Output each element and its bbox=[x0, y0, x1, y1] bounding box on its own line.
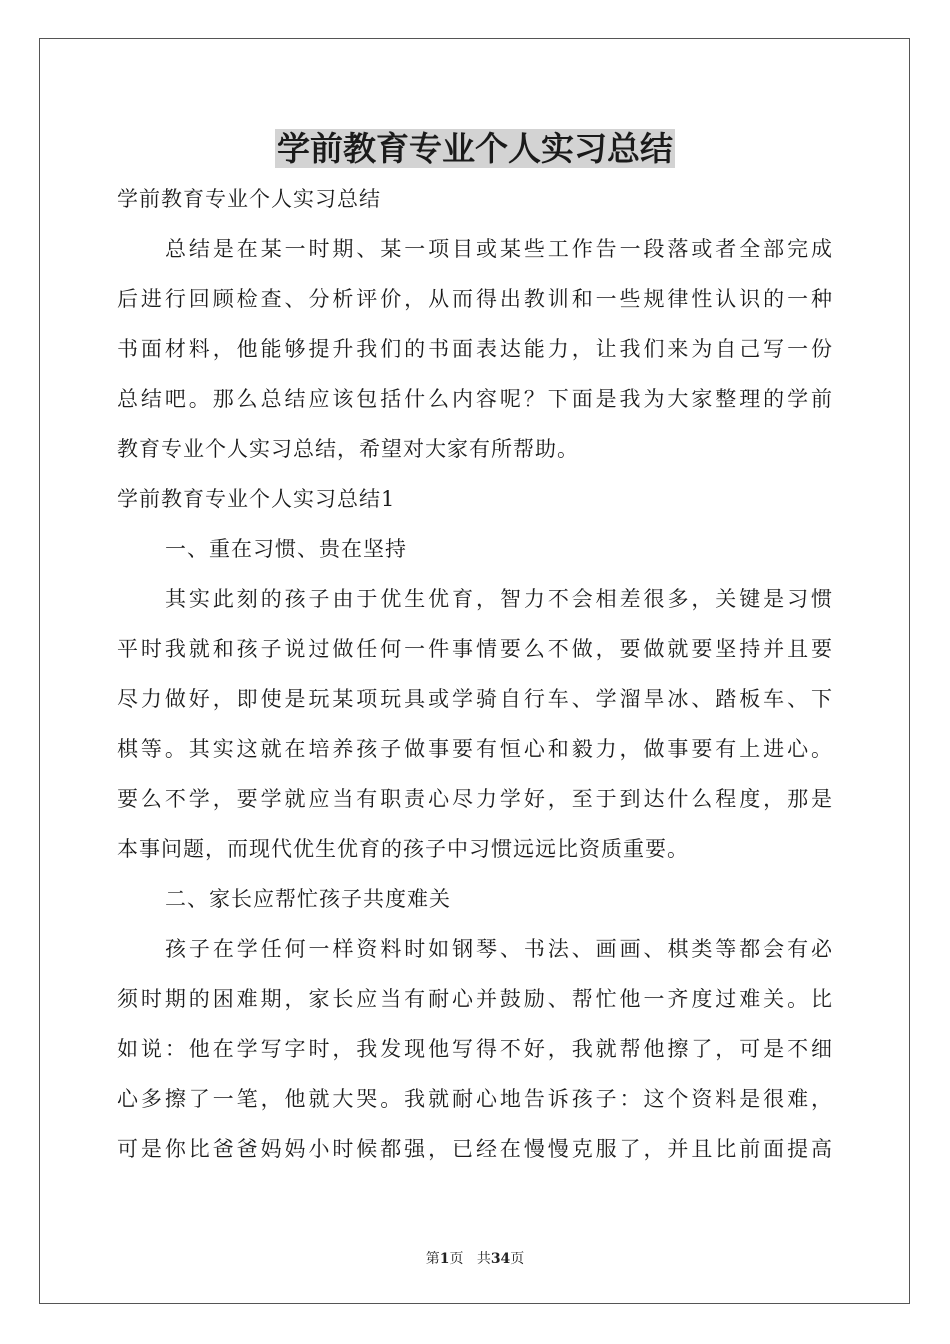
subsection-heading: 二、家长应帮忙孩子共度难关 bbox=[165, 887, 451, 911]
paragraph-line: 书面材料，他能够提升我们的书面表达能力，让我们来为自己写一份 bbox=[117, 337, 833, 361]
document-title-text: 学前教育专业个人实习总结 bbox=[277, 129, 673, 168]
page-label-prefix: 第 bbox=[425, 1251, 440, 1267]
paragraph-line: 本事问题，而现代优生优育的孩子中习惯远远比资质重要。 bbox=[117, 837, 689, 861]
subsection-heading: 一、重在习惯、贵在坚持 bbox=[165, 537, 407, 561]
paragraph-line: 孩子在学任何一样资料时如钢琴、书法、画画、棋类等都会有必 bbox=[165, 937, 833, 961]
paragraph-line: 心多擦了一笔，他就大哭。我就耐心地告诉孩子：这个资料是很难， bbox=[117, 1087, 833, 1111]
paragraph-line: 如说：他在学写字时，我发现他写得不好，我就帮他擦了，可是不细 bbox=[117, 1037, 833, 1061]
paragraph-line: 可是你比爸爸妈妈小时候都强，已经在慢慢克服了，并且比前面提高 bbox=[117, 1137, 833, 1161]
paragraph-line: 后进行回顾检查、分析评价，从而得出教训和一些规律性认识的一种 bbox=[117, 287, 833, 311]
total-pages: 34 bbox=[490, 1251, 511, 1267]
paragraph-line: 棋等。其实这就在培养孩子做事要有恒心和毅力，做事要有上进心。 bbox=[117, 737, 833, 761]
paragraph-line: 平时我就和孩子说过做任何一件事情要么不做，要做就要坚持并且要 bbox=[117, 637, 833, 661]
total-prefix: 共 bbox=[476, 1251, 491, 1267]
total-suffix: 页 bbox=[510, 1251, 525, 1267]
section-heading: 学前教育专业个人实习总结1 bbox=[117, 487, 396, 511]
page-label-suffix: 页 bbox=[449, 1251, 464, 1267]
subtitle-line: 学前教育专业个人实习总结 bbox=[117, 187, 381, 211]
paragraph-line: 须时期的困难期，家长应当有耐心并鼓励、帮忙他一齐度过难关。比 bbox=[117, 987, 833, 1011]
document-body bbox=[117, 174, 833, 1174]
page-footer bbox=[0, 1248, 950, 1268]
paragraph-line: 尽力做好，即使是玩某项玩具或学骑自行车、学溜旱冰、踏板车、下 bbox=[117, 687, 833, 711]
paragraph-line: 总结是在某一时期、某一项目或某些工作告一段落或者全部完成 bbox=[165, 237, 833, 261]
document-title bbox=[0, 127, 950, 171]
paragraph-line: 总结吧。那么总结应该包括什么内容呢？下面是我为大家整理的学前 bbox=[117, 387, 833, 411]
page-number: 1 bbox=[439, 1251, 450, 1267]
paragraph-line: 要么不学，要学就应当有职责心尽力学好，至于到达什么程度，那是 bbox=[117, 787, 833, 811]
paragraph-line: 教育专业个人实习总结，希望对大家有所帮助。 bbox=[117, 437, 579, 461]
paragraph-line: 其实此刻的孩子由于优生优育，智力不会相差很多，关键是习惯 bbox=[165, 587, 833, 611]
